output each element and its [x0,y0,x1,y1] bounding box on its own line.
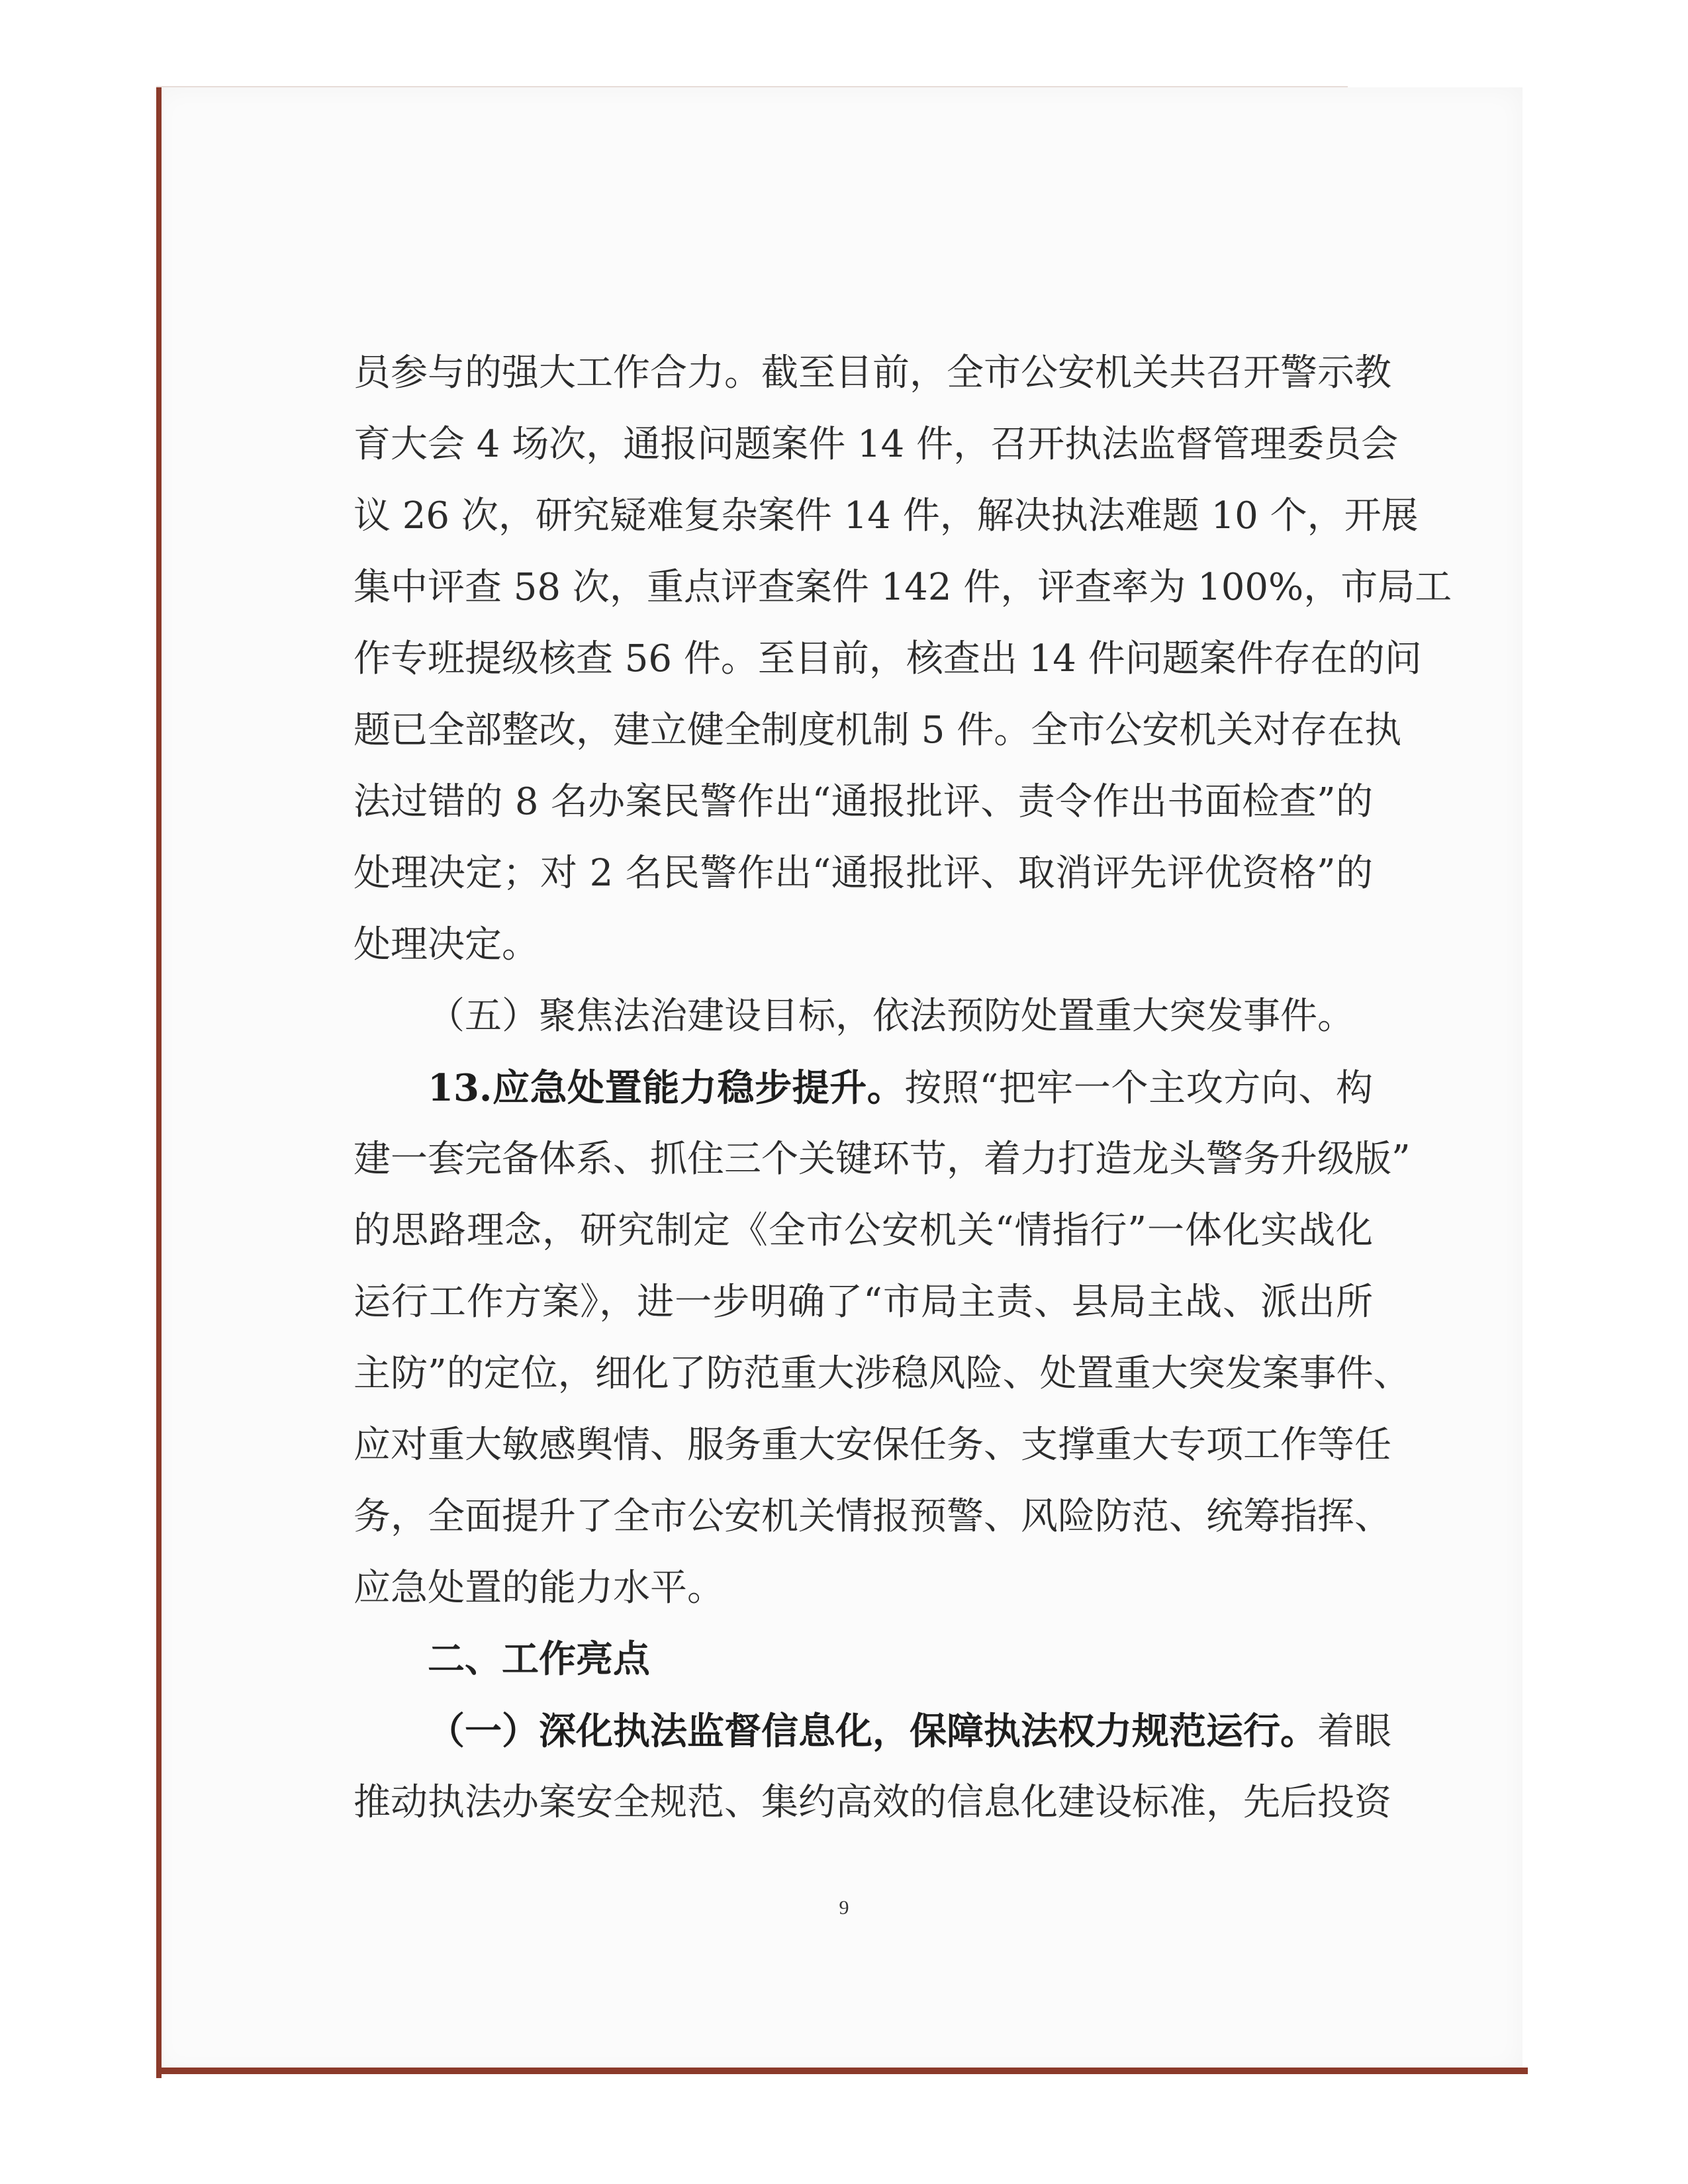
body-line-2: 育大会 4 场次，通报问题案件 14 件，召开执法监督管理委员会 [353,423,1399,466]
binding-edge-left [156,87,162,2078]
page-number: 9 [839,1897,849,1919]
item-13-line-6: 应对重大敏感舆情、服务重大安保任务、支撑重大专项工作等任 [353,1424,1391,1467]
item-13-line-4: 运行工作方案》，进一步明确了“市局主责、县局主战、派出所 [353,1281,1373,1324]
part-two-heading: 二、工作亮点 [428,1638,650,1681]
body-line-1: 员参与的强大工作合力。截至目前，全市公安机关共召开警示教 [353,351,1391,394]
body-line-4: 集中评查 58 次，重点评查案件 142 件，评查率为 100%，市局工 [353,566,1452,609]
body-line-3: 议 26 次，研究疑难复杂案件 14 件，解决执法难题 10 个，开展 [353,494,1419,537]
body-line-7: 法过错的 8 名办案民警作出“通报批评、责令作出书面检查”的 [353,780,1373,823]
item-13-title: 13.应急处置能力稳步提升。 [428,1066,905,1110]
item-13-line-7: 务，全面提升了全市公安机关情报预警、风险防范、统筹指挥、 [353,1495,1391,1538]
body-line-8: 处理决定；对 2 名民警作出“通报批评、取消评先评优资格”的 [353,852,1373,895]
section-five-heading: （五）聚焦法治建设目标，依法预防处置重大突发事件。 [428,995,1354,1038]
highlight-1-line-2: 推动执法办案安全规范、集约高效的信息化建设标准，先后投资 [353,1781,1391,1824]
item-13-first-line [353,1052,1373,1124]
item-13-line-2: 建一套完备体系、抓住三个关键环节，着力打造龙头警务升级版” [353,1138,1411,1181]
item-13-line-8: 应急处置的能力水平。 [353,1567,724,1610]
paper-top-edge [156,86,1348,87]
document-body [353,338,1452,1839]
highlight-1-first-line [353,1696,1391,1767]
body-line-9: 处理决定。 [353,923,539,966]
item-13-line-5: 主防”的定位，细化了防范重大涉稳风险、处置重大突发案事件、 [353,1352,1411,1395]
item-13-line-3: 的思路理念，研究制定《全市公安机关“情指行”一体化实战化 [353,1209,1373,1252]
body-line-5: 作专班提级核查 56 件。至目前，核查出 14 件问题案件存在的问 [353,637,1422,680]
highlight-1-title: （一）深化执法监督信息化，保障执法权力规范运行。 [428,1709,1317,1753]
highlight-1-first-line-text: 着眼 [1317,1710,1391,1753]
item-13-first-line-text: 按照“把牢一个主攻方向、构 [904,1067,1373,1110]
binding-edge-bottom [156,2068,1528,2074]
body-line-6: 题已全部整改，建立健全制度机制 5 件。全市公安机关对存在执 [353,709,1402,752]
